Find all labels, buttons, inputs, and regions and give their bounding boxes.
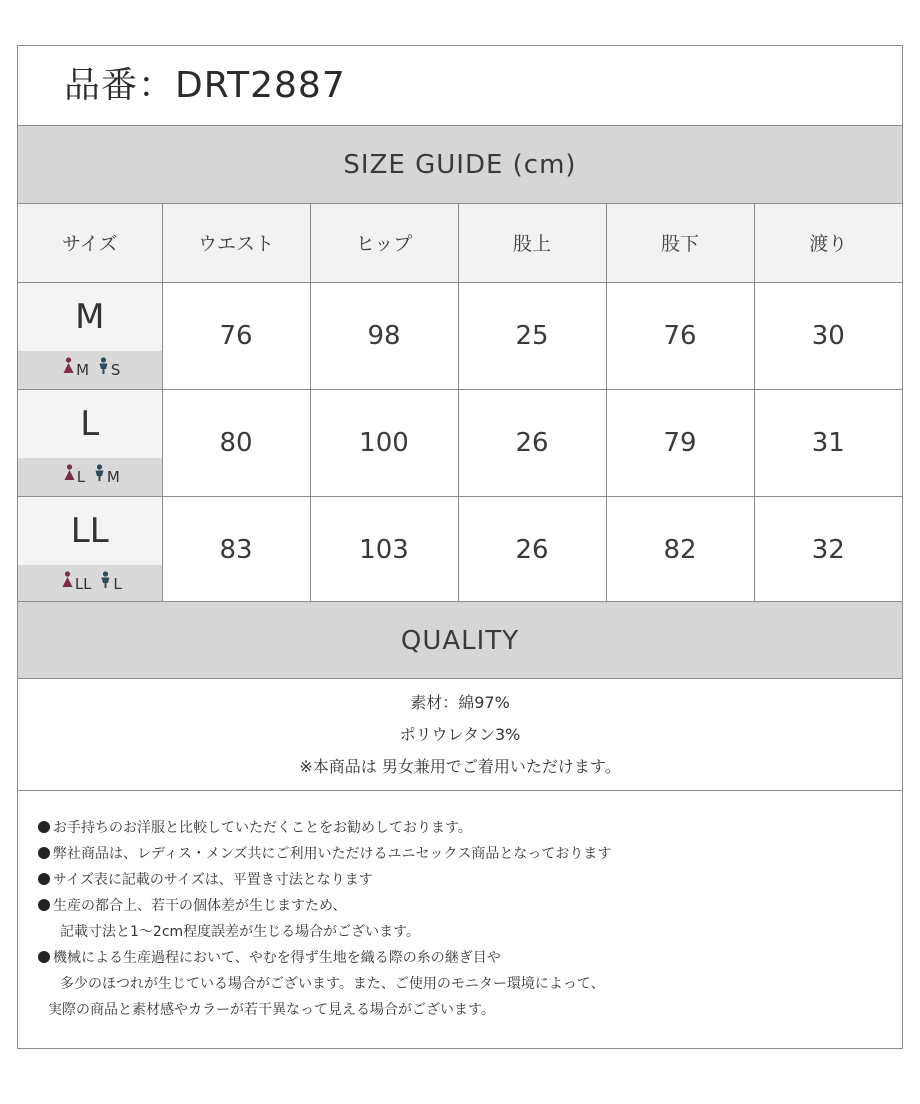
note-item: 機械による生産過程において、やむを得ず生地を織る際の糸の継ぎ目や (38, 945, 902, 971)
size-guide-title: SIZE GUIDE (cm) (18, 126, 902, 204)
note-item: サイズ表に記載のサイズは、平置き寸法となります (38, 867, 902, 893)
size-label: M (18, 283, 162, 351)
note-item: 生産の都合上、若干の個体差が生じますため、 (38, 893, 902, 919)
notes-section (18, 791, 902, 1048)
table-row (18, 282, 902, 389)
rise-value: 25 (458, 282, 606, 389)
bullet-icon (38, 899, 50, 911)
size-equivalents (18, 458, 162, 496)
header-inseam: 股下 (606, 204, 754, 282)
material-line: ポリウレタン3% (399, 725, 521, 744)
quality-title: QUALITY (18, 601, 902, 679)
table-row (18, 389, 902, 496)
note-continuation: 記載寸法と1～2cm程度誤差が生じる場合がございます。 (60, 924, 421, 940)
bullet-icon (38, 847, 50, 859)
women-size: L (76, 467, 86, 486)
header-rise: 股上 (458, 204, 606, 282)
inseam-value: 76 (606, 282, 754, 389)
header-size: サイズ (18, 204, 162, 282)
size-equivalents (18, 351, 162, 389)
man-icon (94, 458, 105, 496)
waist-value: 80 (162, 389, 310, 496)
inseam-value: 82 (606, 496, 754, 603)
size-equivalents (18, 565, 162, 603)
note-continuation: 実際の商品と素材感やカラーが若干異なって見える場合がございます。 (48, 1002, 495, 1018)
quality-details (18, 679, 902, 791)
inseam-value: 79 (606, 389, 754, 496)
hip-value: 100 (310, 389, 458, 496)
men-size: L (113, 574, 122, 593)
hip-value: 103 (310, 496, 458, 603)
rise-value: 26 (458, 389, 606, 496)
women-size: M (76, 360, 90, 379)
man-icon (100, 565, 111, 603)
table-row (18, 496, 902, 603)
note-item: 弊社商品は、レディス・メンズ共にご利用いただけるユニセックス商品となっております (38, 841, 902, 867)
man-icon (98, 351, 109, 389)
bullet-icon (38, 873, 50, 885)
size-cell (18, 282, 162, 389)
hip-value: 98 (310, 282, 458, 389)
thigh-value: 30 (754, 282, 902, 389)
thigh-value: 32 (754, 496, 902, 603)
woman-icon (62, 565, 73, 603)
material-line: 素材：綿97% (410, 693, 510, 712)
bullet-icon (38, 821, 50, 833)
men-size: M (106, 467, 120, 486)
product-code: 品番：DRT2887 (18, 46, 902, 126)
woman-icon (63, 351, 74, 389)
size-guide-card (17, 45, 903, 1049)
rise-value: 26 (458, 496, 606, 603)
men-size: S (110, 360, 121, 379)
header-waist: ウエスト (162, 204, 310, 282)
waist-value: 76 (162, 282, 310, 389)
size-cell (18, 496, 162, 603)
bullet-icon (38, 951, 50, 963)
size-table (18, 204, 902, 603)
women-size: LL (74, 574, 92, 593)
header-hip: ヒップ (310, 204, 458, 282)
unisex-note: ※本商品は 男女兼用でご着用いただけます。 (299, 757, 621, 776)
size-label: L (18, 390, 162, 458)
size-label: LL (18, 497, 162, 565)
thigh-value: 31 (754, 389, 902, 496)
table-header-row (18, 204, 902, 282)
note-item: お手持ちのお洋服と比較していただくことをお勧めしております。 (38, 815, 902, 841)
size-cell (18, 389, 162, 496)
note-continuation: 多少のほつれが生じている場合がございます。また、ご使用のモニター環境によって、 (60, 976, 605, 992)
waist-value: 83 (162, 496, 310, 603)
woman-icon (64, 458, 75, 496)
header-thigh: 渡り (754, 204, 902, 282)
